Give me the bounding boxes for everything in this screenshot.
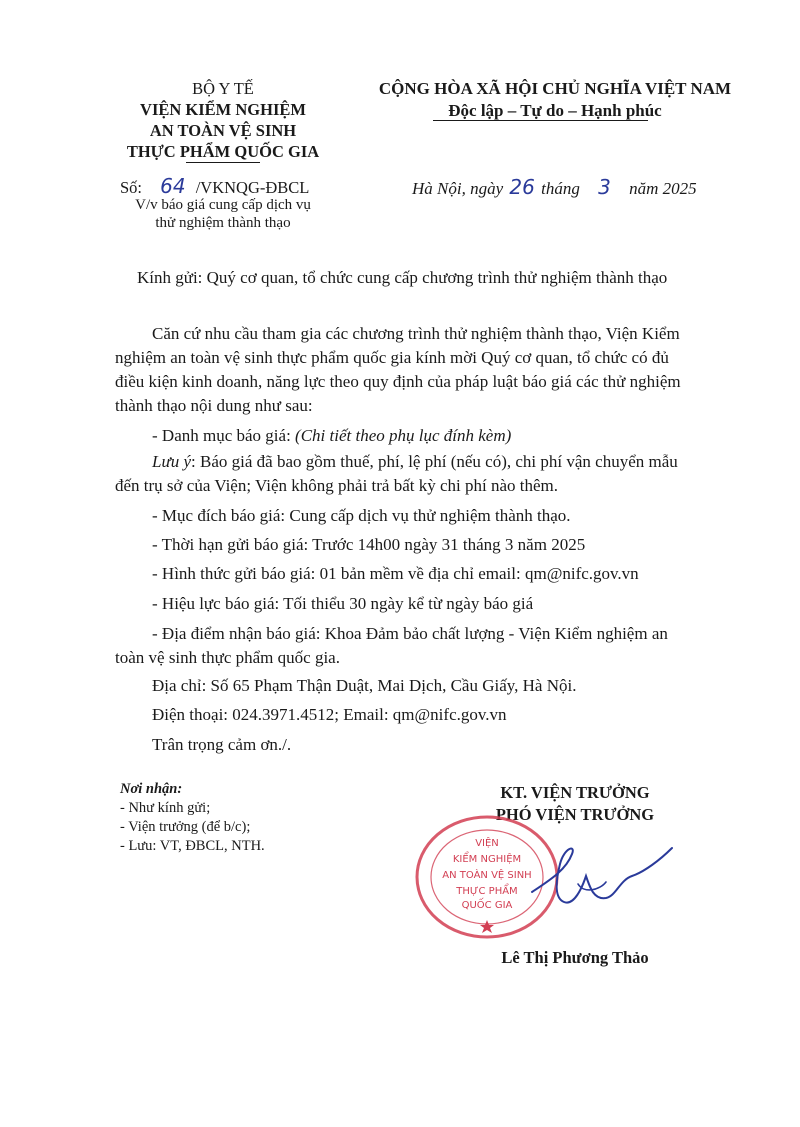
- motto-underline: [433, 120, 648, 121]
- intro-line: Căn cứ nhu cầu tham gia các chương trình thử nghiệm thành thạo, Viện Kiểm: [152, 324, 680, 343]
- validity-line: - Hiệu lực báo giá: Tối thiểu 30 ngày kể từ ngày báo giá: [152, 594, 534, 613]
- intro-line: thành thạo nội dung như sau:: [115, 396, 313, 415]
- date-month-label: tháng: [541, 179, 580, 198]
- note-text: : Báo giá đã bao gồm thuế, phí, lệ phí (nếu có), chi phí vận chuyển mẫu: [191, 452, 678, 471]
- intro-line: điều kiện kinh doanh, năng lực theo quy định của pháp luật báo giá các thử nghiệm: [115, 372, 681, 391]
- ministry-name: BỘ Y TẾ: [192, 79, 254, 98]
- distribution-item: - Lưu: VT, ĐBCL, NTH.: [120, 838, 265, 854]
- address-line: Địa chỉ: Số 65 Phạm Thận Duật, Mai Dịch, Cầu Giấy, Hà Nội.: [152, 676, 577, 695]
- institute-name-line3: THỰC PHẨM QUỐC GIA: [126, 142, 320, 161]
- seal-line: KIỂM NGHIỆM: [452, 854, 522, 865]
- intro-line: nghiệm an toàn vệ sinh thực phẩm quốc gia kính mời Quý cơ quan, tổ chức có đủ: [115, 348, 669, 367]
- doc-no-handwritten: 64: [160, 174, 186, 198]
- recipient-line: Kính gửi: Quý cơ quan, tổ chức cung cấp chương trình thử nghiệm thành thạo: [137, 268, 668, 287]
- seal-line: QUỐC GIA: [461, 900, 513, 911]
- subject-line1: V/v báo giá cung cấp dịch vụ: [135, 197, 311, 213]
- document-number: [120, 174, 309, 198]
- quote-list-line: [152, 424, 511, 448]
- institute-name-line2: AN TOÀN VỆ SINH: [149, 121, 297, 140]
- seal-star-icon: [480, 920, 494, 933]
- distribution-title: Nơi nhận: [120, 781, 178, 797]
- note-line2: đến trụ sở của Viện; Viện không phải trả bất kỳ chi phí nào thêm.: [115, 476, 559, 495]
- list-label: - Danh mục báo giá:: [152, 426, 291, 445]
- doc-no-suffix: /VKNQG-ĐBCL: [195, 178, 310, 197]
- seal-line: AN TOÀN VỆ SINH: [442, 870, 532, 881]
- distribution-item: - Như kính gửi;: [120, 800, 211, 816]
- seal-line: THỰC PHẨM: [456, 886, 518, 897]
- date-prefix: Hà Nội, ngày: [412, 179, 504, 198]
- handwritten-signature-icon: [520, 840, 680, 920]
- date-day-handwritten: 26: [509, 175, 535, 199]
- subject-block: [98, 196, 348, 232]
- signer-name: Lê Thị Phương Thảo: [501, 948, 649, 967]
- location-line1: - Địa điểm nhận báo giá: Khoa Đảm bảo chất lượng - Viện Kiểm nghiệm an: [152, 624, 668, 643]
- national-motto: Độc lập – Tự do – Hạnh phúc: [448, 101, 662, 120]
- location-paragraph: [115, 622, 725, 670]
- distribution-block: Nơi nhận: - Như kính gửi; - Viện trưởng (để b/c); - Lưu: VT, ĐBCL, NTH.: [120, 781, 265, 854]
- country-name: CỘNG HÒA XÃ HỘI CHỦ NGHĨA VIỆT NAM: [378, 79, 732, 98]
- national-header: [340, 78, 770, 122]
- issuer-block: [98, 78, 348, 162]
- method-line: - Hình thức gửi báo giá: 01 bản mềm về địa chỉ email: qm@nifc.gov.vn: [152, 564, 639, 583]
- issuer-underline: [186, 162, 260, 163]
- date-month-handwritten: 3: [598, 175, 611, 199]
- distribution-item: - Viện trưởng (để b/c);: [120, 819, 251, 835]
- deadline-line: - Thời hạn gửi báo giá: Trước 14h00 ngày 31 tháng 3 năm 2025: [152, 535, 586, 554]
- intro-paragraph: [115, 322, 725, 418]
- place-date: [412, 175, 697, 199]
- seal-line: VIỆN: [475, 838, 499, 849]
- note-label: Lưu ý: [152, 452, 192, 471]
- date-year: năm 2025: [629, 179, 697, 198]
- doc-no-prefix: Số:: [120, 178, 143, 197]
- closing-line: Trân trọng cảm ơn./.: [152, 735, 292, 754]
- role-line2: PHÓ VIỆN TRƯỞNG: [495, 805, 655, 824]
- subject-line2: thử nghiệm thành thạo: [155, 215, 291, 231]
- role-line1: KT. VIỆN TRƯỞNG: [500, 783, 650, 802]
- location-line2: toàn vệ sinh thực phẩm quốc gia.: [115, 648, 340, 667]
- purpose-line: - Mục đích báo giá: Cung cấp dịch vụ thử nghiệm thành thạo.: [152, 506, 571, 525]
- list-value: (Chi tiết theo phụ lục đính kèm): [295, 426, 512, 445]
- note-paragraph: [115, 450, 725, 498]
- contact-line: Điện thoại: 024.3971.4512; Email: qm@nifc.gov.vn: [152, 705, 507, 724]
- institute-name-line1: VIỆN KIỂM NGHIỆM: [140, 100, 306, 119]
